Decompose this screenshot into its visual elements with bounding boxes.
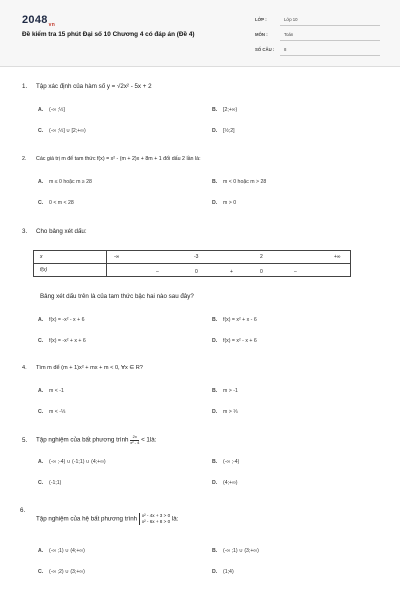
meta-count-label: SỐ CÂU :	[255, 47, 275, 52]
option-1c[interactable]	[38, 128, 86, 134]
table-cell: –	[294, 269, 297, 275]
option-4b[interactable]	[212, 388, 238, 394]
option-text: (-∞ ;-4)	[223, 459, 240, 465]
option-text: m < 0 hoặc m > 28	[223, 179, 267, 185]
option-key: B.	[212, 179, 218, 185]
logo-suffix: vn	[48, 22, 56, 29]
option-text: m < -⅓	[49, 409, 66, 415]
option-key: D.	[212, 338, 218, 344]
meta-class-value: Lớp 10	[284, 17, 298, 22]
option-text: m < -1	[49, 388, 64, 394]
option-key: B.	[212, 548, 218, 554]
option-6b[interactable]	[212, 548, 259, 554]
question-6	[36, 513, 178, 525]
option-text: (-∞ ;½]	[49, 107, 65, 113]
option-text: [½;2]	[223, 128, 235, 134]
option-2d[interactable]	[212, 200, 236, 206]
meta-count-value: 8	[284, 47, 287, 52]
question-3-subtext: Bảng xét dấu trên là của tam thức bậc hai nào sau đây?	[40, 293, 194, 300]
option-key: A.	[38, 179, 44, 185]
option-key: C.	[38, 128, 44, 134]
option-text: f(x) = -x² + x + 6	[49, 338, 86, 344]
system-line-2: x² - 6x + 8 > 0	[141, 519, 171, 524]
table-cell: 2	[260, 254, 263, 260]
option-6c[interactable]	[38, 569, 85, 575]
option-key: A.	[38, 459, 44, 465]
option-text: (-∞ ;½] ∪ [2;+∞)	[49, 128, 86, 134]
option-key: C.	[38, 480, 44, 486]
question-text: Các giá trị m để tam thức f(x) = x² - (m + 2)x + 8m + 1 đổi dấu 2 lần là:	[36, 156, 201, 162]
fraction-numerator: 2x	[130, 435, 139, 441]
option-4c[interactable]	[38, 409, 65, 415]
option-key: B.	[212, 388, 218, 394]
option-text: f(x) = -x² - x + 6	[49, 317, 85, 323]
question-text-end: < 1là:	[141, 436, 157, 444]
option-text: (-∞ ;-4) ∪ (-1;1) ∪ (4;+∞)	[49, 459, 106, 465]
page-header	[0, 0, 400, 67]
option-key: A.	[38, 388, 44, 394]
option-key: A.	[38, 317, 44, 323]
divider	[280, 55, 380, 56]
question-number: 5.	[22, 436, 28, 444]
option-3b[interactable]	[212, 317, 257, 323]
fraction	[130, 435, 139, 445]
question-text: Tập xác định của hàm số y = √2x² - 5x + 2	[36, 83, 152, 90]
question-2	[22, 156, 201, 162]
question-5	[22, 435, 156, 445]
option-3c[interactable]	[38, 338, 86, 344]
table-cell: f(x)	[40, 267, 48, 273]
option-key: B.	[212, 459, 218, 465]
option-4d[interactable]	[212, 409, 238, 415]
option-5b[interactable]	[212, 459, 239, 465]
question-4	[22, 365, 143, 371]
option-text: (1;4)	[223, 569, 234, 575]
meta-subject-value: Toán	[284, 32, 294, 37]
option-5d[interactable]	[212, 480, 238, 486]
system-line-1: x² - 4x + 3 > 0	[141, 513, 171, 518]
table-divider	[106, 251, 107, 276]
option-3d[interactable]	[212, 338, 257, 344]
option-text: [2;+∞)	[223, 107, 238, 113]
question-6-number: 6.	[20, 507, 26, 514]
option-2c[interactable]	[38, 200, 74, 206]
option-6d[interactable]	[212, 569, 234, 575]
question-text: Tìm m để (m + 1)x² + mx + m < 0, ∀x ∈ R?	[36, 365, 143, 371]
option-key: D.	[212, 409, 218, 415]
option-4a[interactable]	[38, 388, 64, 394]
option-key: D.	[212, 569, 218, 575]
meta-count	[255, 44, 380, 56]
divider	[280, 25, 380, 26]
table-cell: –	[156, 269, 159, 275]
option-text: (-1;1)	[49, 480, 62, 486]
option-5a[interactable]	[38, 459, 106, 465]
inequality-system	[139, 513, 170, 525]
sign-table-row-x	[34, 251, 350, 264]
option-text: m > 0	[223, 200, 237, 206]
site-logo[interactable]	[22, 14, 55, 28]
question-number: 4.	[22, 365, 27, 371]
table-cell: +	[230, 269, 233, 275]
option-key: C.	[38, 338, 44, 344]
option-key: A.	[38, 107, 44, 113]
option-text: m > ⅓	[223, 409, 238, 415]
option-text: m ≤ 0 hoặc m ≥ 28	[49, 179, 92, 185]
question-number: 1.	[22, 83, 28, 90]
question-1	[22, 83, 152, 90]
meta-class	[255, 14, 380, 26]
question-3	[22, 228, 87, 235]
question-text-end: là:	[171, 515, 179, 523]
option-key: C.	[38, 409, 44, 415]
sign-table	[33, 250, 351, 277]
table-cell: +∞	[334, 254, 341, 260]
option-key: C.	[38, 569, 44, 575]
option-text: (-∞ ;2) ∪ (3;+∞)	[49, 569, 85, 575]
option-1b[interactable]	[212, 107, 237, 113]
option-text: (-∞ ;1) ∪ (3;+∞)	[223, 548, 259, 554]
question-text: Cho bảng xét dấu:	[36, 228, 87, 235]
option-key: D.	[212, 480, 218, 486]
option-text: f(x) = x² + x - 6	[223, 317, 257, 323]
table-cell: x	[40, 254, 43, 260]
option-text: f(x) = x² - x + 6	[223, 338, 257, 344]
option-key: A.	[38, 548, 44, 554]
option-6a[interactable]	[38, 548, 85, 554]
sign-table-row-fx	[34, 264, 350, 276]
option-text: m > -1	[223, 388, 238, 394]
option-3a[interactable]	[38, 317, 84, 323]
divider	[280, 40, 380, 41]
option-1a[interactable]	[38, 107, 65, 113]
option-2b[interactable]	[212, 179, 266, 185]
option-2a[interactable]	[38, 179, 92, 185]
option-key: B.	[212, 107, 218, 113]
meta-subject	[255, 29, 380, 41]
table-cell: -3	[194, 254, 199, 260]
table-cell: 0	[195, 269, 198, 275]
option-text: 0 < m < 28	[49, 200, 74, 206]
option-text: (4;+∞)	[223, 480, 238, 486]
option-1d[interactable]	[212, 128, 235, 134]
option-key: C.	[38, 200, 44, 206]
option-key: D.	[212, 200, 218, 206]
question-text: Tập nghiệm của bất phương trình	[36, 436, 129, 444]
table-cell: 0	[260, 269, 263, 275]
meta-class-label: LỚP :	[255, 17, 267, 22]
question-number: 3.	[22, 228, 28, 235]
logo-text: 2048	[22, 14, 48, 26]
meta-subject-label: MÔN :	[255, 32, 268, 37]
table-cell: -∞	[114, 254, 120, 260]
question-text: Tập nghiệm của hệ bất phương trình	[36, 515, 138, 523]
question-number: 2.	[22, 156, 27, 162]
option-key: D.	[212, 128, 218, 134]
exam-title: Đề kiểm tra 15 phút Đại số 10 Chương 4 có đáp án (Đề 4)	[22, 31, 195, 38]
question-list	[0, 67, 400, 600]
option-5c[interactable]	[38, 480, 61, 486]
option-key: B.	[212, 317, 218, 323]
fraction-denominator: x² - 4	[130, 439, 140, 445]
option-text: (-∞ ;1) ∪ (4;+∞)	[49, 548, 85, 554]
